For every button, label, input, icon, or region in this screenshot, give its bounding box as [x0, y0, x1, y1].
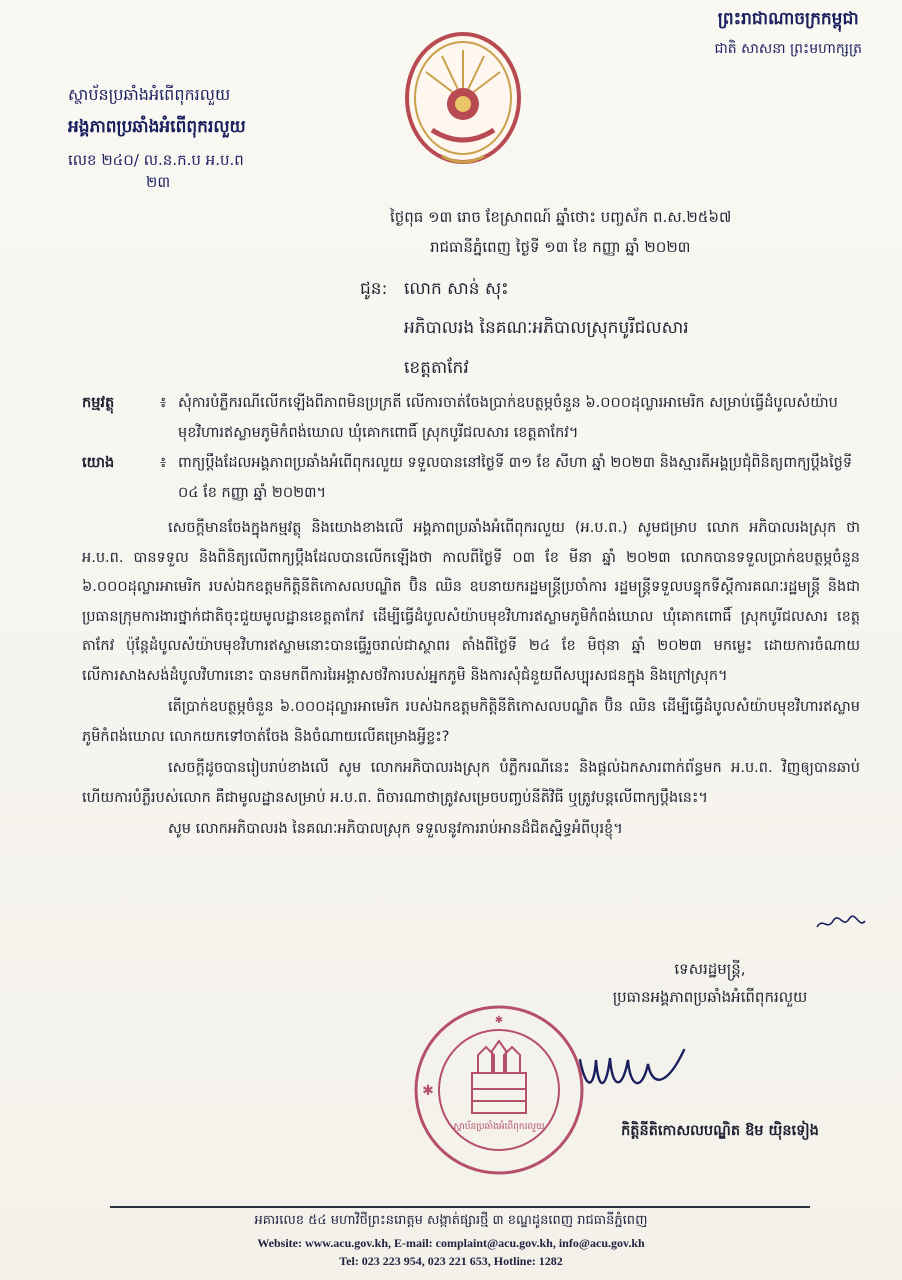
letter-footer: [0, 1212, 902, 1269]
footer-web: Website: www.acu.gov.kh, E-mail: complaint@acu.gov.kh, info@acu.gov.kh: [257, 1236, 645, 1250]
addressee-block: [360, 270, 860, 388]
org-unit: អង្គភាពប្រឆាំងអំពើពុករលួយ: [68, 117, 246, 137]
org-authority: ស្ថាប័នប្រឆាំងអំពើពុករលួយ: [68, 85, 231, 104]
kingdom-title: ព្រះរាជាណាចក្រកម្ពុជា: [717, 9, 859, 29]
subject-block: [82, 388, 854, 508]
body-paragraph-1: សេចក្តីមានចែងក្នុងកម្មវត្ថុ និងយោងខាងលើ អង្គភាពប្រឆាំងអំពើពុករលួយ (អ.ប.ព.) សូមជម្រាប លោក អភិបាលរងស្រុក ថា អ.ប.ព. បានទទួល និងពិនិត្យលើពាក្យប្តឹងដែលបានលើកឡើងថា កាលពីថ្ងៃទី ០៣ ខែ មីនា ឆ្នាំ ២០២៣ លោកបានទទួលប្រាក់ឧបត្ថម្ភចំនួន ៦.០០០ដុល្លារអាមេរិក របស់ឯកឧត្តមកិត្តិនីតិកោសលបណ្ឌិត ប៊ិន ឈិន ឧបនាយករដ្ឋមន្ត្រីប្រចាំការ រដ្ឋមន្ត្រីទទួលបន្ទុកទីស្តីការគណៈរដ្ឋមន្ត្រី និងជាប្រធានក្រុមការងារថ្នាក់ជាតិចុះជួយមូលដ្ឋានខេត្តតាកែវ ដើម្បីធ្វើដំបូលសំយ៉ាបមុខវិហារឥស្លាមភូមិកំពង់ឃោល ឃុំគោកពោធិ៍ ស្រុកបូរីជលសារ ខេត្តតាកែវ ប៉ុន្តែដំបូលសំយ៉ាបមុខវិហារឥស្លាមនោះបានធ្វើរួចរាល់ជាស្ថាពរ តាំងពីថ្ងៃទី ២៤ ខែ មិថុនា ឆ្នាំ ២០២៣ មកម្លេះ ដោយការចំណាយលើការសាងសង់ដំបូលវិហារនោះ បានមកពីការរៃអង្គាសថវិការបស់អ្នកភូមិ និងការសុំជំនួយពីសប្បុរសជនក្នុង និងក្រៅស្រុក។: [82, 520, 860, 684]
acu-emblem-icon: [402, 30, 524, 170]
addressee-title: អភិបាលរង នៃគណៈអភិបាលស្រុកបូរីជលសារ: [404, 318, 689, 338]
reference-label: យោង: [82, 455, 115, 471]
addressee-province: ខេត្តតាកែវ: [404, 358, 469, 378]
signatory-rank: ទេសរដ្ឋមន្ត្រី,: [674, 960, 746, 978]
signature-block: [580, 960, 840, 1139]
reference-number: លេខ ២៤០/ ល.ន.ក.ប អ.ប.ព: [68, 151, 244, 169]
footer-tel: Tel: 023 223 954, 023 221 653, Hotline: 1282: [339, 1254, 563, 1268]
reference-year: ២៣: [146, 173, 171, 191]
svg-text:✱: ✱: [422, 1083, 434, 1099]
official-seal-icon: [412, 1003, 586, 1177]
letter-date: [390, 202, 870, 262]
footer-address: អគារលេខ ៥៤ មហាវិថីព្រះនរោត្តម សង្កាត់ផ្សារថ្មី ៣ ខណ្ឌដូនពេញ រាជធានីភ្នំពេញ: [254, 1213, 648, 1228]
subject-text: សុំការបំភ្លឺករណីលើកឡើងពីភាពមិនប្រក្រតី លើការចាត់ចែងប្រាក់ឧបត្ថម្ភចំនួន ៦.០០០ដុល្លារអាមេរិក សម្រាប់ធ្វើដំបូលសំយ៉ាបមុខវិហារឥស្លាមភូមិកំពង់ឃោល ឃុំគោកពោធិ៍ ស្រុកបូរីជលសារ ខេត្តតាកែវ។: [178, 395, 838, 441]
body-paragraph-2: តើប្រាក់ឧបត្ថម្ភចំនួន ៦.០០០ដុល្លារអាមេរិក របស់ឯកឧត្តមកិត្តិនីតិកោសលបណ្ឌិត ប៊ិន ឈិន ដើម្បីធ្វើដំបូលសំយ៉ាបមុខវិហារឥស្លាមភូមិកំពង់ឃោល លោកយកទៅចាត់ចែង និងចំណាយលើគម្រោងអ្វីខ្លះ?: [82, 699, 860, 745]
svg-text:✱: ✱: [494, 1015, 504, 1026]
initial-mark-icon: [815, 915, 867, 933]
reference-row: [82, 448, 854, 508]
addressee-name: លោក សាន់ សុះ: [404, 279, 509, 299]
body-paragraph-4: សូម លោកអភិបាលរង នៃគណៈអភិបាលស្រុក ទទួលនូវការរាប់អានដ៏ជិតស្និទ្ធអំពីបុរខ្ញុំ។: [168, 821, 623, 837]
addressee-label: ជូន:: [360, 279, 388, 299]
national-motto: ជាតិ សាសនា ព្រះមហាក្សត្រ: [714, 41, 862, 57]
subject-label: កម្មវត្ថុ: [82, 395, 115, 411]
letter-body: [82, 514, 860, 847]
solar-date: រាជធានីភ្នំពេញ ថ្ងៃទី ១៣ ខែ កញ្ញា ឆ្នាំ ២០២៣: [430, 238, 691, 256]
kingdom-header: [714, 8, 862, 60]
org-header: [68, 84, 368, 195]
subject-row: [82, 388, 854, 448]
reference-text: ពាក្យប្តឹងដែលអង្គភាពប្រឆាំងអំពើពុករលួយ ទទួលបាននៅថ្ងៃទី ៣១ ខែ សីហា ឆ្នាំ ២០២៣ និងស្មារតីអង្គប្រជុំពិនិត្យពាក្យប្តឹងថ្ងៃទី ០៤ ខែ កញ្ញា ឆ្នាំ ២០២៣។: [178, 455, 853, 501]
subject-colon: ៖: [160, 395, 167, 411]
handwritten-signature-icon: [572, 1030, 692, 1100]
body-paragraph-3: សេចក្តីដូចបានរៀបរាប់ខាងលើ សូម លោកអភិបាលរងស្រុក បំភ្លឺករណីនេះ និងផ្តល់ឯកសារពាក់ព័ន្ធមក អ.ប.ព. វិញឲ្យបានឆាប់ ហើយការបំភ្លឺរបស់លោក គឺជាមូលដ្ឋានសម្រាប់ អ.ប.ព. ពិចារណាថាត្រូវសម្រេចបញ្ចប់នីតិវិធី ឬត្រូវបន្តលើពាក្យប្តឹងនេះ។: [82, 760, 860, 806]
signatory-name: កិត្តិនីតិកោសលបណ្ឌិត ឱម យ៉ិនទៀង: [621, 1123, 819, 1139]
seal-caption: ស្ថាប័នប្រឆាំងអំពើពុករលួយ: [453, 1122, 545, 1132]
reference-colon: ៖: [160, 455, 167, 471]
footer-divider: [110, 1206, 810, 1208]
lunar-date: ថ្ងៃពុធ ១៣ រោច ខែស្រាពណ៍ ឆ្នាំថោះ បញ្ចស័ក ព.ស.២៥៦៧: [390, 208, 732, 226]
signatory-position: ប្រធានអង្គភាពប្រឆាំងអំពើពុករលួយ: [612, 988, 808, 1006]
